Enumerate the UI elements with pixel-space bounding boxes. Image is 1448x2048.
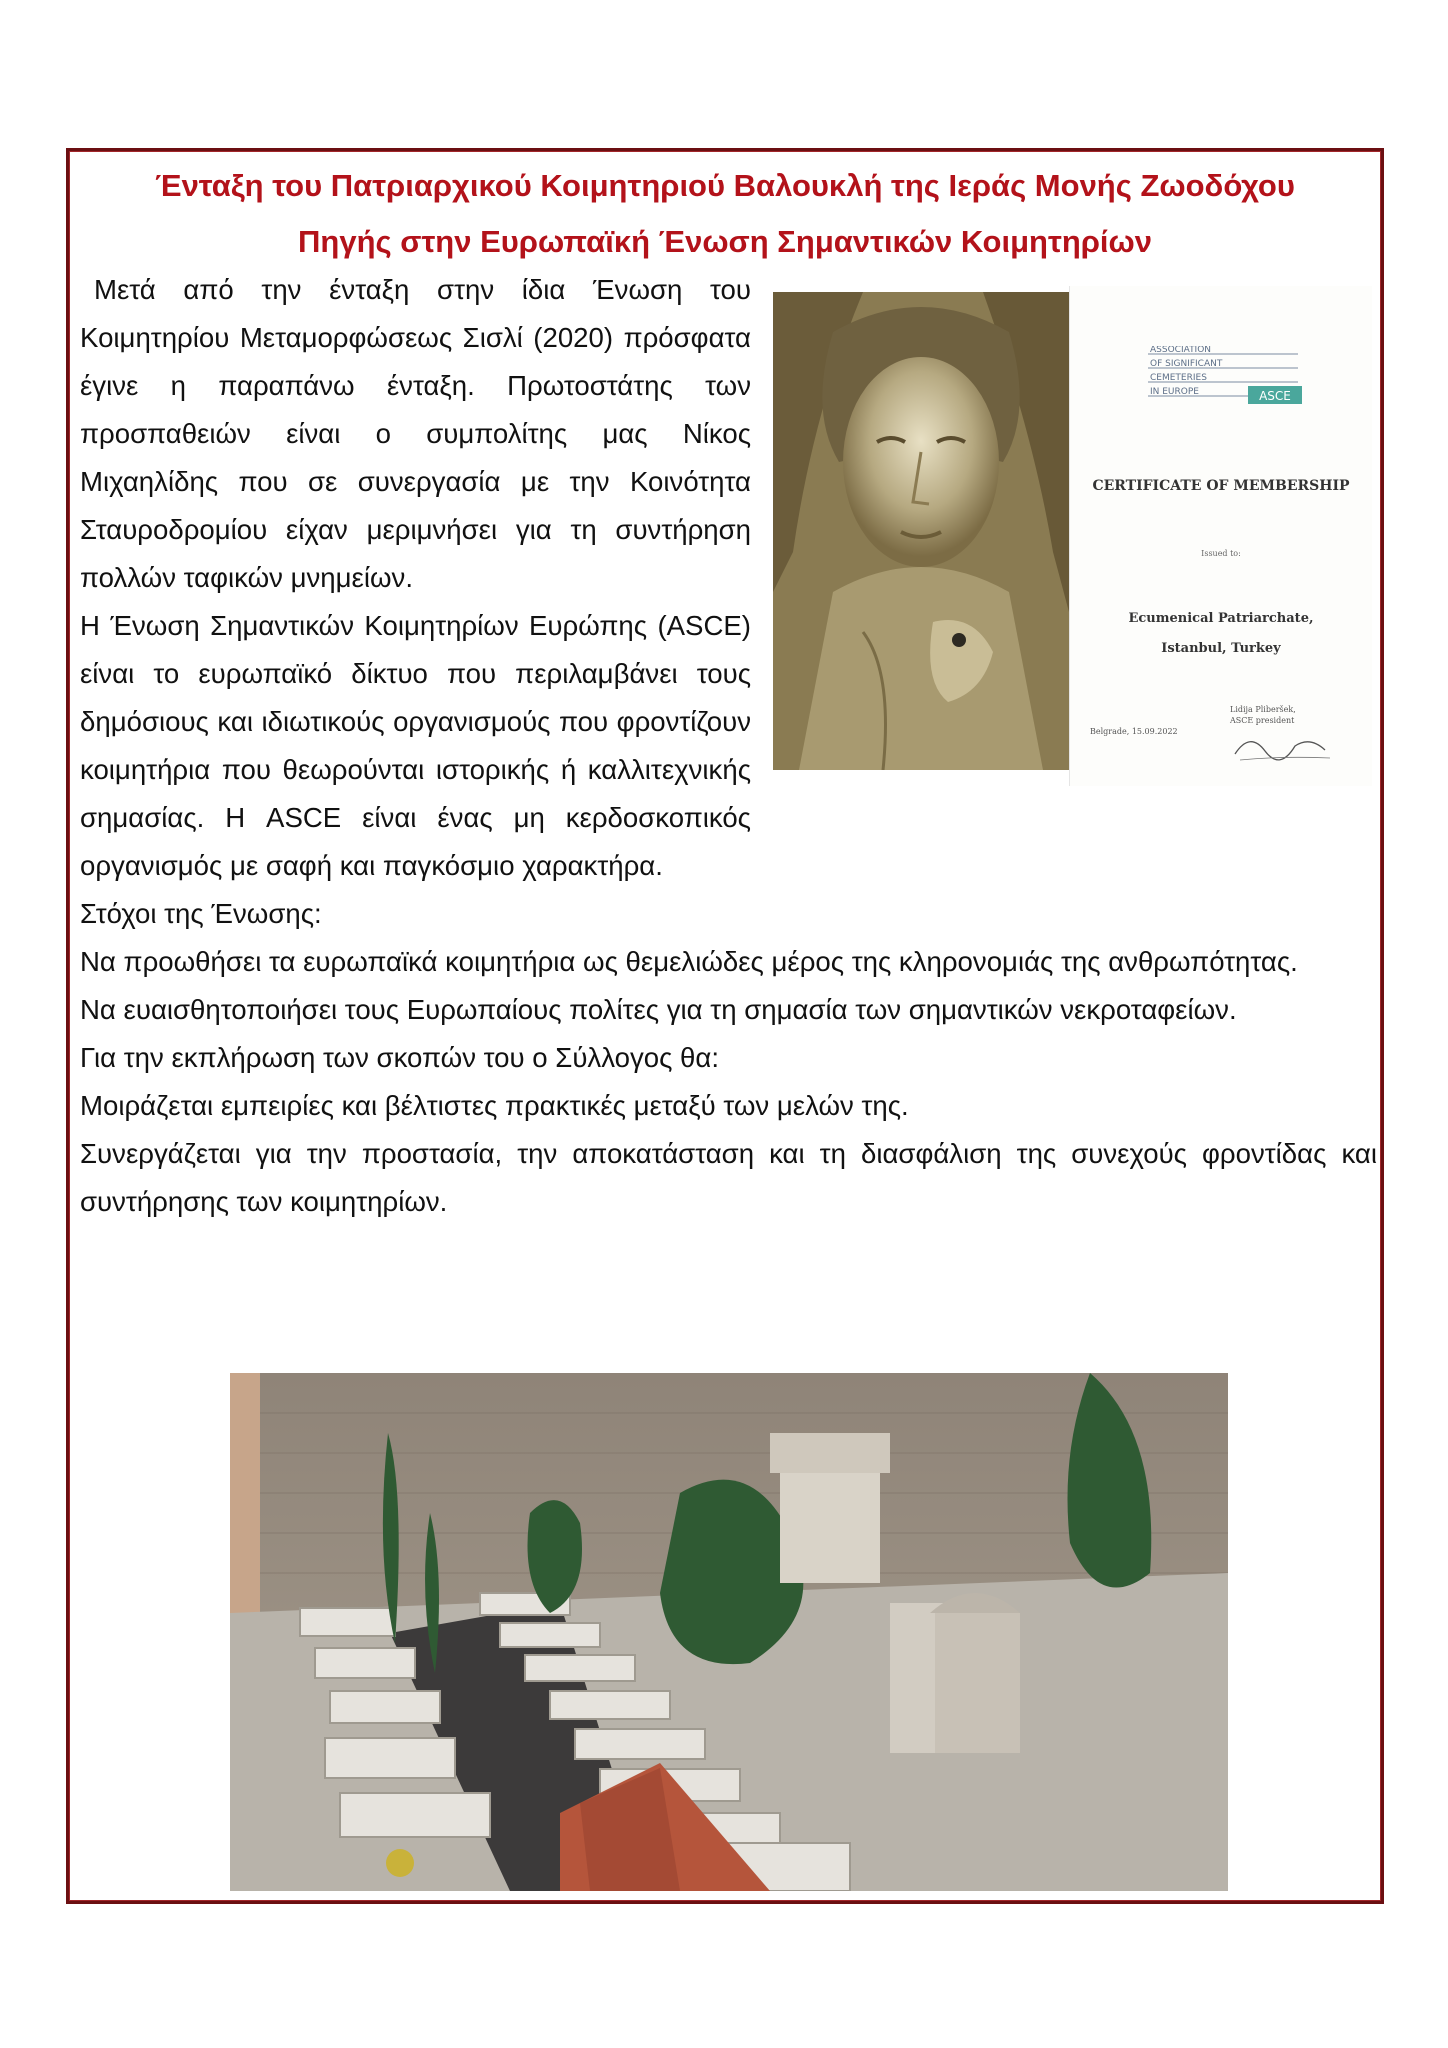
certificate-signer-title: ASCE president <box>1230 716 1295 725</box>
article-title <box>80 158 1370 270</box>
paragraph-6: Για την εκπλήρωση των σκοπών του ο Σύλλογος θα: <box>80 1042 720 1073</box>
paragraph-8: Συνεργάζεται για την προστασία, την αποκατάσταση και τη διασφάλιση της συνεχούς φροντίδας και συντήρησης των κοιμητηρίων. <box>80 1138 1377 1217</box>
logo-text-5: ASCE <box>1259 389 1291 403</box>
certificate-signer-name: Lidija Pliberšek, <box>1230 705 1296 714</box>
paragraph-1: Μετά από την ένταξη στην ίδια Ένωση του Κοιμητηρίου Μεταμορφώσεως Σισλί (2020) πρόσφατα έγινε η παραπάνω ένταξη. Πρωτοστάτης των προσπαθειών είναι ο συμπολίτης μας Νίκος Μιχαηλίδης που σε συνεργασία με την Κοινότητα Σταυροδρομίου είχαν μεριμνήσει για τη συντήρηση πολλών ταφικών μνημείων. <box>80 274 751 593</box>
angel-statue-photo <box>773 292 1069 770</box>
membership-certificate <box>1069 286 1372 786</box>
logo-text-1: ASSOCIATION <box>1150 346 1212 355</box>
certificate-place-date: Belgrade, 15.09.2022 <box>1090 727 1178 736</box>
title-line-2: Πηγής στην Ευρωπαϊκή Ένωση Σημαντικών Κοιμητηρίων <box>298 224 1152 259</box>
certificate-signature-block <box>1230 704 1340 769</box>
logo-text-2: OF SIGNIFICANT <box>1150 359 1223 369</box>
title-line-1: Ένταξη του Πατριαρχικού Κοιμητηριού Βαλουκλή της Ιεράς Μονής Ζωοδόχου <box>155 168 1295 203</box>
article-body <box>80 266 1377 1226</box>
paragraph-3: Στόχοι της Ένωσης: <box>80 898 322 929</box>
logo-text-3: CEMETERIES <box>1150 373 1207 383</box>
certificate-recipient-line-2: Istanbul, Turkey <box>1161 641 1281 656</box>
paragraph-2: Η Ένωση Σημαντικών Κοιμητηρίων Ευρώπης (ASCE) είναι το ευρωπαϊκό δίκτυο που περιλαμβάνει τους δημόσιους και ιδιωτικούς οργανισμούς που φροντίζουν κοιμητήρια που θεωρούνται ιστορικής ή καλλιτεχνικής σημασίας. Η ASCE είναι ένας μη κερδοσκοπικός οργανισμός με σαφή και παγκόσμιο χαρακτήρα. <box>80 610 751 881</box>
certificate-issued-label: Issued to: <box>1201 549 1241 558</box>
paragraph-5: Να ευαισθητοποιήσει τους Ευρωπαίους πολίτες για τη σημασία των σημαντικών νεκροταφείων. <box>80 994 1237 1025</box>
handwritten-signature <box>1230 726 1340 766</box>
asce-logo <box>1148 346 1304 410</box>
certificate-recipient <box>1070 604 1372 664</box>
logo-text-4: IN EUROPE <box>1150 387 1199 397</box>
paragraph-7: Μοιράζεται εμπειρίες και βέλτιστες πρακτικές μεταξύ των μελών της. <box>80 1090 909 1121</box>
certificate-heading: CERTIFICATE OF MEMBERSHIP <box>1092 478 1350 494</box>
statue-and-certificate-image <box>765 270 1377 790</box>
paragraph-4: Να προωθήσει τα ευρωπαϊκά κοιμητήρια ως θεμελιώδες μέρος της κληρονομιάς της ανθρωπότητας. <box>80 946 1298 977</box>
cemetery-photo <box>230 1373 1228 1891</box>
certificate-recipient-line-1: Ecumenical Patriarchate, <box>1128 611 1314 626</box>
